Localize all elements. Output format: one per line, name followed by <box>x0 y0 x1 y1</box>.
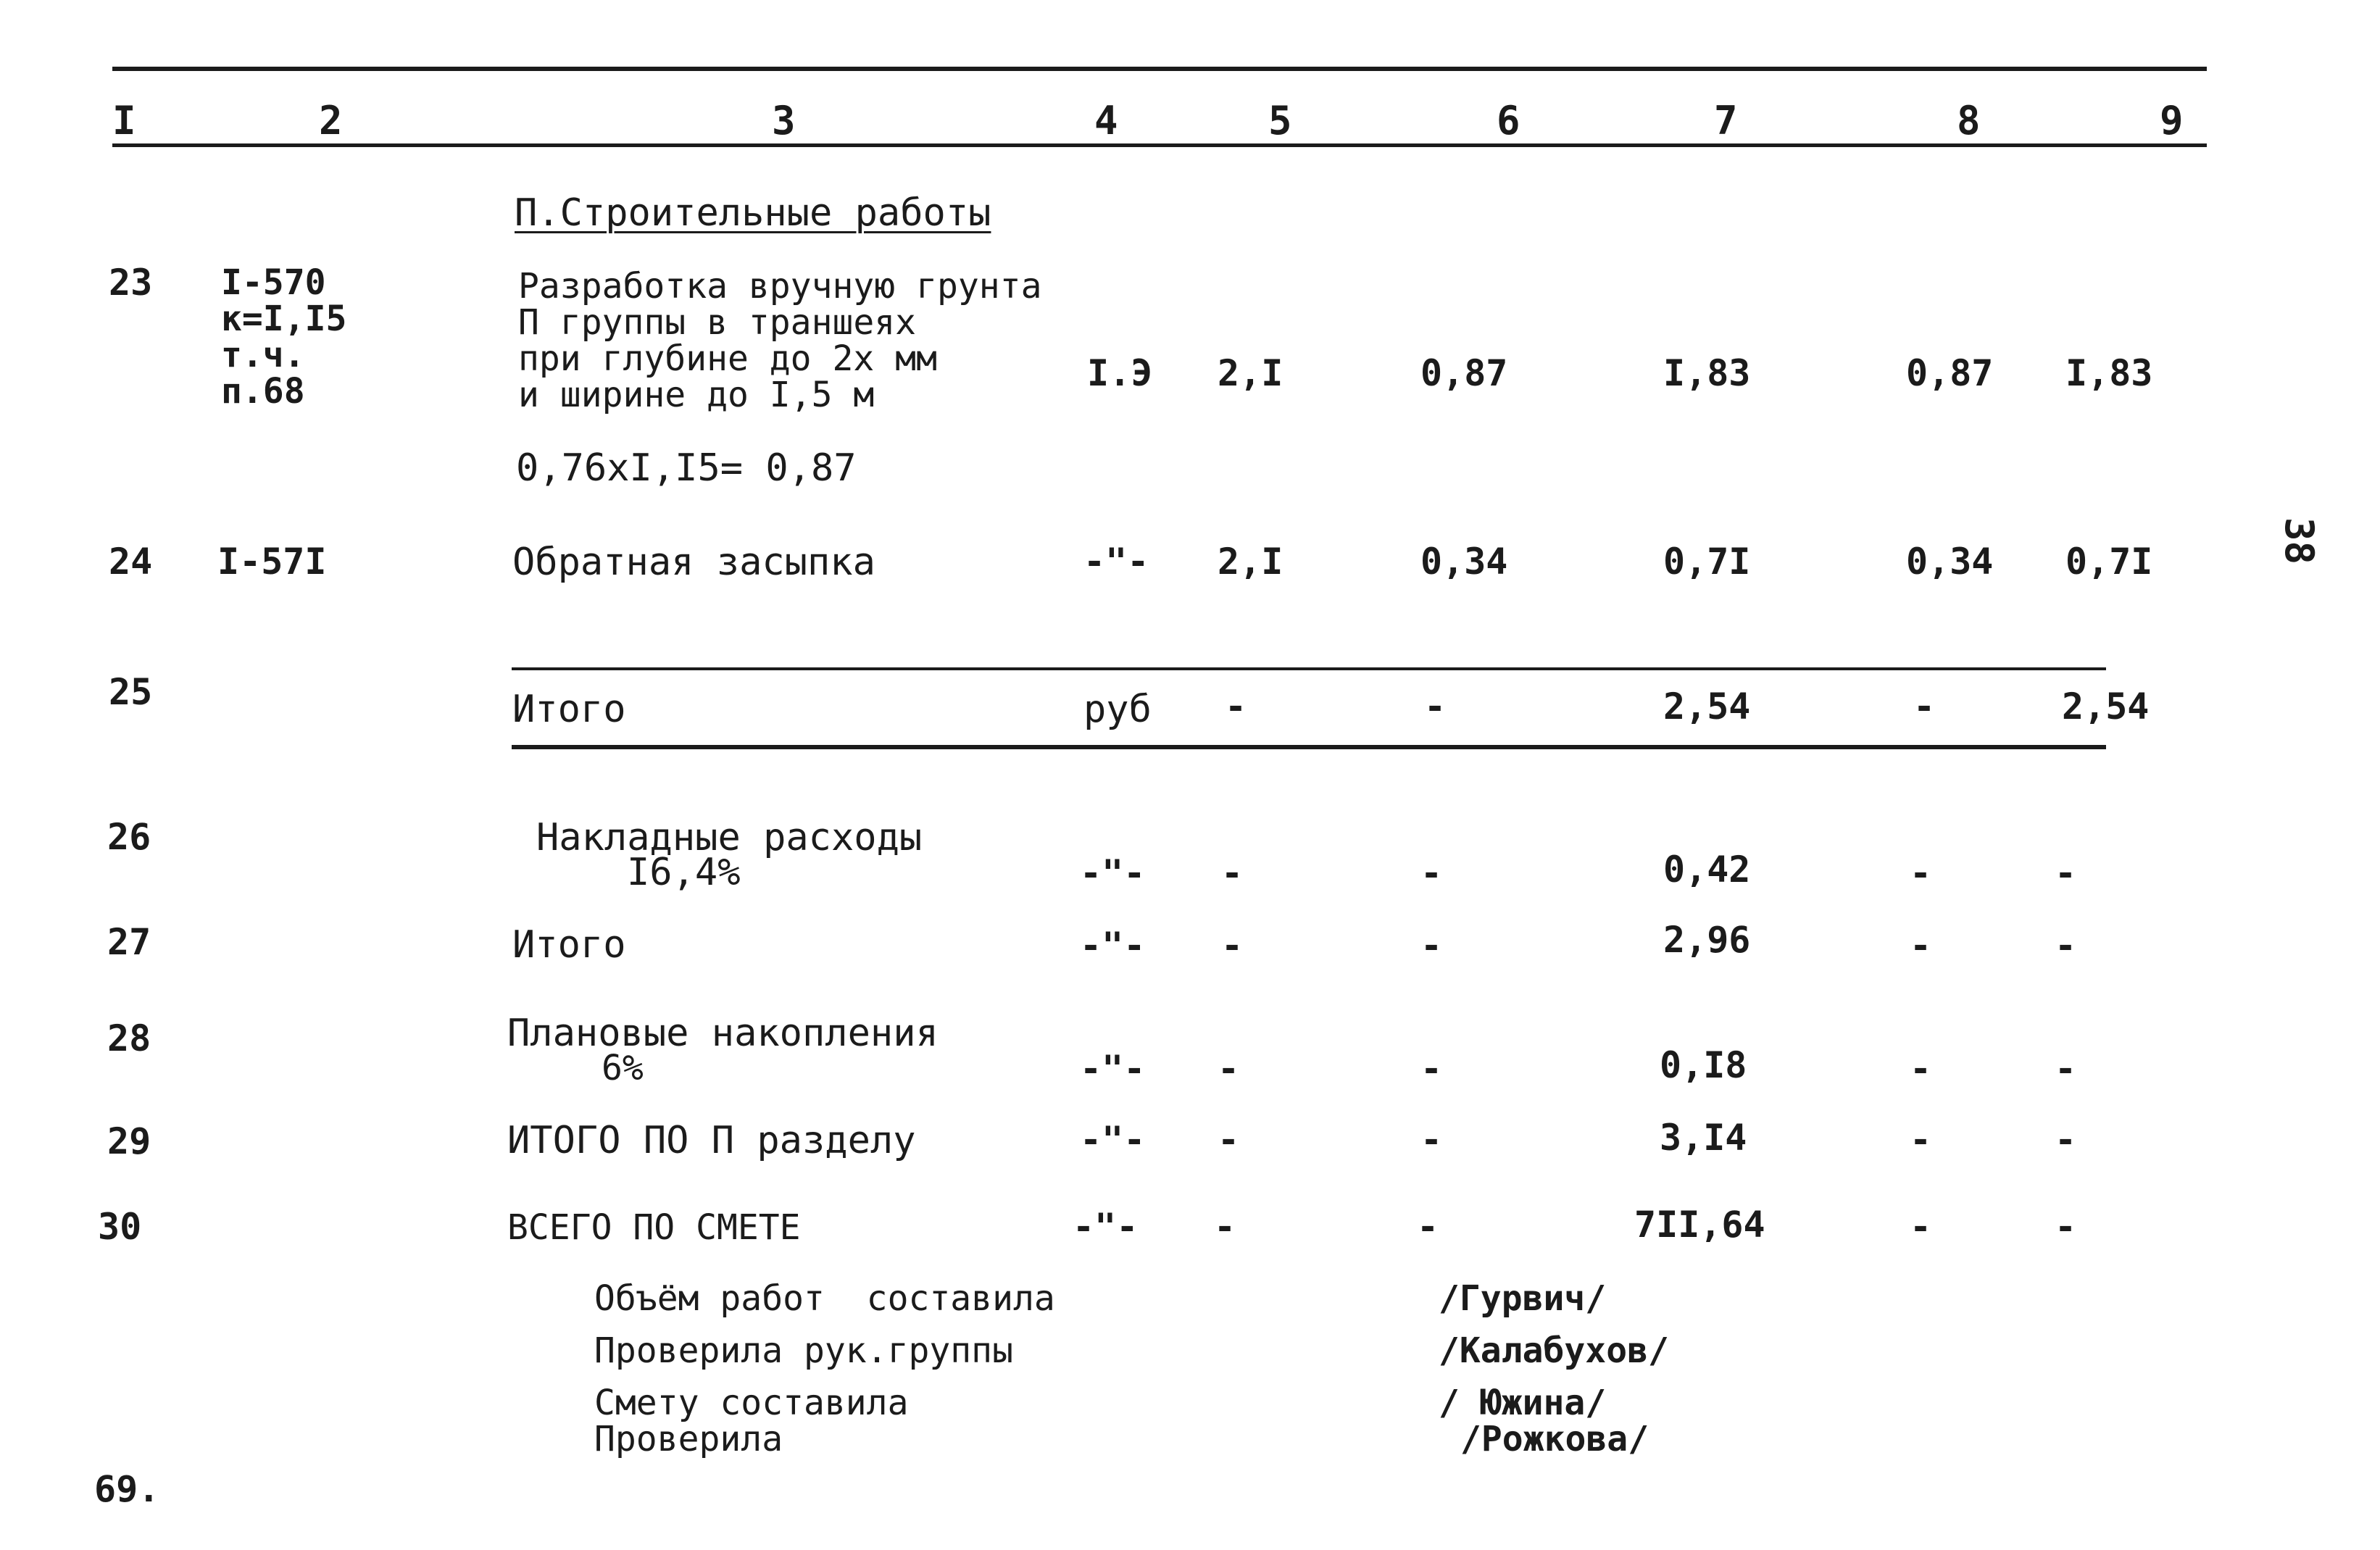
row-col9: - <box>2055 852 2077 894</box>
row-name: Обратная засыпка <box>512 541 875 584</box>
row-name: Накладные расходы <box>536 816 923 859</box>
header-col-1: I <box>112 98 136 143</box>
row-col8: 0,34 <box>1906 541 1994 583</box>
row-number: 28 <box>107 1017 151 1059</box>
sheet-number: 69. <box>94 1468 160 1510</box>
row-unit: -"- <box>1080 925 1146 967</box>
row-col5: 2,I <box>1218 541 1283 583</box>
header-col-9: 9 <box>2160 98 2184 143</box>
row-col7: 3,I4 <box>1660 1117 1747 1159</box>
row-col5: - <box>1225 686 1247 728</box>
row-col6: - <box>1420 925 1443 967</box>
header-col-7: 7 <box>1714 98 1738 143</box>
row-col8: - <box>1910 852 1932 894</box>
section-title: П.Строительные работы <box>515 191 991 235</box>
row-note: 0,76хI,I5= 0,87 <box>516 446 857 490</box>
row-col6: - <box>1420 1048 1443 1090</box>
row-number: 24 <box>109 541 153 583</box>
header-col-5: 5 <box>1268 98 1292 143</box>
row-col7: I,83 <box>1663 352 1751 394</box>
row-name: Итого <box>512 923 626 967</box>
signature-name: /Гурвич/ <box>1439 1278 1607 1319</box>
row-col8: - <box>1910 1206 1932 1248</box>
row-col9: - <box>2055 925 2077 967</box>
signature-name: /Калабухов/ <box>1439 1330 1669 1371</box>
row-col6: 0,87 <box>1420 352 1508 394</box>
row-name: ИТОГО ПО П разделу <box>507 1119 916 1162</box>
row-name-line2: 6% <box>602 1048 644 1088</box>
row-name: Итого <box>512 688 626 731</box>
top-rule <box>112 67 2207 71</box>
row-col7: 0,I8 <box>1660 1044 1747 1086</box>
row-col6: - <box>1420 1119 1443 1161</box>
row-name-line2: I6,4% <box>627 851 741 894</box>
row-col7: 2,96 <box>1663 919 1751 961</box>
signature-name: /Рожкова/ <box>1460 1419 1649 1459</box>
row-col9: I,83 <box>2065 352 2153 394</box>
row-col5: - <box>1221 852 1244 894</box>
header-col-4: 4 <box>1094 98 1118 143</box>
row-col8: 0,87 <box>1906 352 1994 394</box>
row-name: Разработка вручную грунта П группы в траншеях при глубине до 2х мм и ширине до I,5 м <box>518 266 1042 415</box>
header-rule <box>112 143 2207 147</box>
row-col5: 2,I <box>1218 352 1283 394</box>
row-code: I-570 к=I,I5 т.ч. п.68 <box>221 262 347 412</box>
row-unit: -"- <box>1080 1119 1146 1161</box>
subtotal-rule-top <box>512 667 2106 670</box>
row-number: 26 <box>107 816 151 858</box>
row-unit: -"- <box>1073 1206 1139 1248</box>
row-unit: -"- <box>1083 541 1149 583</box>
row-number: 25 <box>109 671 153 713</box>
row-col7: 2,54 <box>1663 686 1751 728</box>
row-col5: - <box>1218 1048 1240 1090</box>
row-number: 29 <box>107 1120 151 1162</box>
row-col5: - <box>1221 925 1244 967</box>
row-name: ВСЕГО ПО СМЕТЕ <box>507 1207 801 1248</box>
signature-name: / Южина/ <box>1439 1383 1607 1423</box>
signature-role: Смету составила <box>594 1383 909 1423</box>
signature-role: Проверила <box>594 1419 783 1459</box>
subtotal-rule-bottom <box>512 745 2106 749</box>
header-col-6: 6 <box>1497 98 1520 143</box>
row-col7: 0,42 <box>1663 849 1751 891</box>
row-col6: - <box>1417 1206 1439 1248</box>
header-col-8: 8 <box>1957 98 1981 143</box>
row-unit: I.Э <box>1087 352 1153 394</box>
row-col8: - <box>1910 1119 1932 1161</box>
row-col9: - <box>2055 1206 2077 1248</box>
row-number: 23 <box>109 262 153 304</box>
page-number: 38 <box>2276 517 2323 565</box>
row-col5: - <box>1218 1119 1240 1161</box>
row-number: 27 <box>107 921 151 963</box>
row-code: I-57I <box>217 541 327 583</box>
row-col9: - <box>2055 1048 2077 1090</box>
row-col9: 0,7I <box>2065 541 2153 583</box>
row-col8: - <box>1910 1048 1932 1090</box>
signature-role: Объём работ составила <box>594 1278 1055 1319</box>
row-col7: 0,7I <box>1663 541 1751 583</box>
row-name: Плановые накопления <box>507 1012 939 1055</box>
row-unit: -"- <box>1080 1048 1146 1090</box>
signature-role: Проверила рук.группы <box>594 1330 1013 1371</box>
row-col8: - <box>1913 686 1936 728</box>
row-number: 30 <box>98 1206 142 1248</box>
row-unit: руб <box>1083 688 1152 731</box>
row-col7: 7II,64 <box>1634 1204 1765 1246</box>
row-col6: - <box>1424 686 1447 728</box>
row-unit: -"- <box>1080 852 1146 894</box>
row-col6: 0,34 <box>1420 541 1508 583</box>
row-col9: - <box>2055 1119 2077 1161</box>
row-col9: 2,54 <box>2062 686 2150 728</box>
row-col6: - <box>1420 852 1443 894</box>
header-col-2: 2 <box>319 98 343 143</box>
header-col-3: 3 <box>772 98 796 143</box>
row-col5: - <box>1214 1206 1236 1248</box>
row-col8: - <box>1910 925 1932 967</box>
